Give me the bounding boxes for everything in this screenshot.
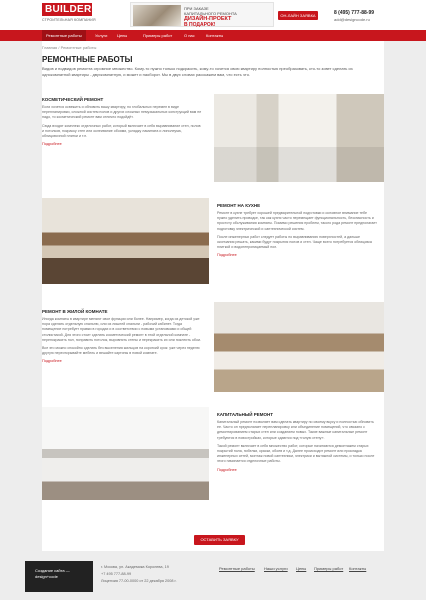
section-more-link[interactable]: Подробнее (42, 359, 62, 364)
breadcrumb-current: Ремонтные работы (60, 45, 97, 50)
section-more-link[interactable]: Подробнее (217, 467, 237, 472)
section-text: После инженерных работ следует работы по выравниванию поверхностей, а дальше окончания решать, какими будут покрытия полов и стен. Чаще всего потребуется облицовка плиткой и водонепроницаемый пол. (217, 234, 372, 250)
footer-address: г. Москва, ул. Академика Королева, 19 (101, 565, 169, 569)
section-more-link[interactable]: Подробнее (217, 253, 237, 258)
nav-item-portfolio[interactable]: Примеры работ (143, 33, 173, 38)
developer-line-1: Создание сайта — (35, 568, 70, 573)
breadcrumb-separator: / (58, 45, 60, 50)
section-text: Капитальный ремонт позволяет вам сделать квартиру по своему вкусу и полностью обновить ее. Часто он предполагает перепланировку или объединение помещений, что связано с демонтированием старых стен или созданием новых. Такие важные капитальные ремонт требуются в новостройках, которые сдаются под «голую стену». (217, 420, 374, 440)
promo-line-4: В ПОДАРОК! (184, 22, 216, 28)
footer-link-portfolio[interactable]: Примеры работ (314, 566, 344, 571)
promo-line-1: ПРИ ЗАКАЗЕ (184, 6, 209, 11)
promo-line-2: КАПИТАЛЬНОГО РЕМОНТА (184, 11, 237, 16)
promo-banner[interactable] (130, 2, 274, 27)
developer-line-2: design+code (35, 574, 58, 579)
leave-request-button[interactable]: ОСТАВИТЬ ЗАЯВКУ (194, 535, 245, 545)
header-phone[interactable]: 8 (495) 777-88-99 (334, 10, 375, 16)
promo-line-3: ДИЗАЙН-ПРОЕКТ (184, 16, 232, 22)
breadcrumb-home[interactable]: Главная (42, 45, 58, 50)
section-kitchen (217, 203, 377, 257)
promo-banner-image (133, 5, 181, 26)
logo-subtitle: СТРОИТЕЛЬНАЯ КОМПАНИЯ (42, 18, 96, 22)
nav-item-services[interactable]: Услуги (95, 33, 108, 38)
section-title: КОСМЕТИЧЕСКИЙ РЕМОНТ (42, 97, 104, 102)
section-cosmetic (42, 97, 202, 146)
developer-box[interactable] (25, 561, 93, 592)
section-capital (217, 412, 377, 472)
online-order-button[interactable]: ОН-ЛАЙН ЗАЯВКА (278, 11, 318, 20)
footer-link-services[interactable]: Наши услуги (264, 566, 288, 571)
main-content (42, 41, 384, 551)
page-intro: Видов и подвидов ремонта огромное множество. Кому-то нужно только подкрасить, кому-то хочется свою квартиру полностью преобразовать, кто-то зовет сделать из однокомнатной квартиры - двухкомнатную, и может и наоборот. Мы в двух словах расскажем вам, что есть что. (42, 66, 353, 77)
footer-link-repair-works[interactable]: Ремонтные работы (219, 566, 255, 571)
section-image-cosmetic (214, 94, 384, 182)
footer-link-contacts[interactable]: Контакты (349, 566, 367, 571)
section-text: Сюда входят комплекс отделочных работ, который включает в себя выравнивание стен, полов и потолков, покраску стен или оклеивание обоями, укладку ламината и линолеума, облицовочной плитки и т.п. (42, 123, 201, 139)
site-footer (0, 551, 426, 600)
nav-item-prices[interactable]: Цены (117, 33, 128, 38)
section-image-capital (42, 407, 209, 500)
logo-text: BUILDER (42, 3, 92, 16)
footer-phone[interactable]: +7 495 777-88-99 (101, 572, 132, 576)
section-title: РЕМОНТ В ЖИЛОЙ КОМНАТЕ (42, 309, 108, 314)
nav-item-about[interactable]: О нас (184, 33, 195, 38)
footer-license: Лицензия 77-00-0000 от 22 декабря 2008 г. (101, 579, 177, 583)
section-text: Ремонт в кухне требует хорошей предварительной подготовки и основное внимание тебе нужно уделить проводке, так как кухня часто перемещает функциональность, безопасность и простоту обслуживания комнаты. Помимо решения проблем, такого рода ремонт предполагает подготовку электрической и сантехнической систем. (217, 211, 377, 231)
breadcrumb (42, 45, 96, 50)
footer-link-prices[interactable]: Цены (296, 566, 307, 571)
section-living-room (42, 309, 202, 363)
section-image-living-room (214, 302, 384, 392)
section-image-kitchen (42, 198, 209, 284)
section-title: КАПИТАЛЬНЫЙ РЕМОНТ (217, 412, 273, 417)
nav-item-repair-works[interactable]: Ремонтные работы (42, 30, 86, 41)
nav-item-contacts[interactable]: Контакты (206, 33, 224, 38)
main-nav (0, 30, 426, 41)
section-text: Иногда комнаты в квартире меняют свое функции или более. Например, когда из детской уже пора сделать отдельную спальню, или из лишней спальни - рабочий кабинет. Тогда помещение потребует правки в городах и в соответствии с новыми установками и общей стилистикой. Для этого стоит сделать косметический ремонт в этой отдельной комнате - перепокрасить пол, поправить потолок, выровнять стены и перекрасить их или поклеить обои. (42, 317, 201, 342)
section-text: Такой ремонт включает в себя множество работ, которые начинаются демонтажем старых покрытий пола, побелки, краски, обоев и т.д. Далее происходит ремонт или прокладка инженерных сетей, монтаж новой сантехники, электрики и вытяжной системы, и только после этого начинается отделочные работы. (217, 443, 375, 464)
section-more-link[interactable]: Подробнее (42, 142, 62, 147)
site-header (0, 0, 426, 30)
logo[interactable] (42, 3, 117, 24)
section-title: РЕМОНТ НА КУХНЕ (217, 203, 261, 208)
page-title: РЕМОНТНЫЕ РАБОТЫ (42, 55, 133, 64)
section-text: Все это можно спокойно сделать без выселения жильцов на короткий срок: уже через неделю другую переоткрывайте мебель и вешайте картины в новой комнате. (42, 346, 200, 356)
header-email[interactable]: add@designcode.ru (334, 17, 370, 22)
section-text: Если хочется освежить и обновить вашу квартиру, но глобальных перемен в виде перепланировки, сложной систем полов и других сложных немузыкальных конструкций вам не надо, то косметический ремонт вам отлично подойдёт. (42, 105, 202, 120)
